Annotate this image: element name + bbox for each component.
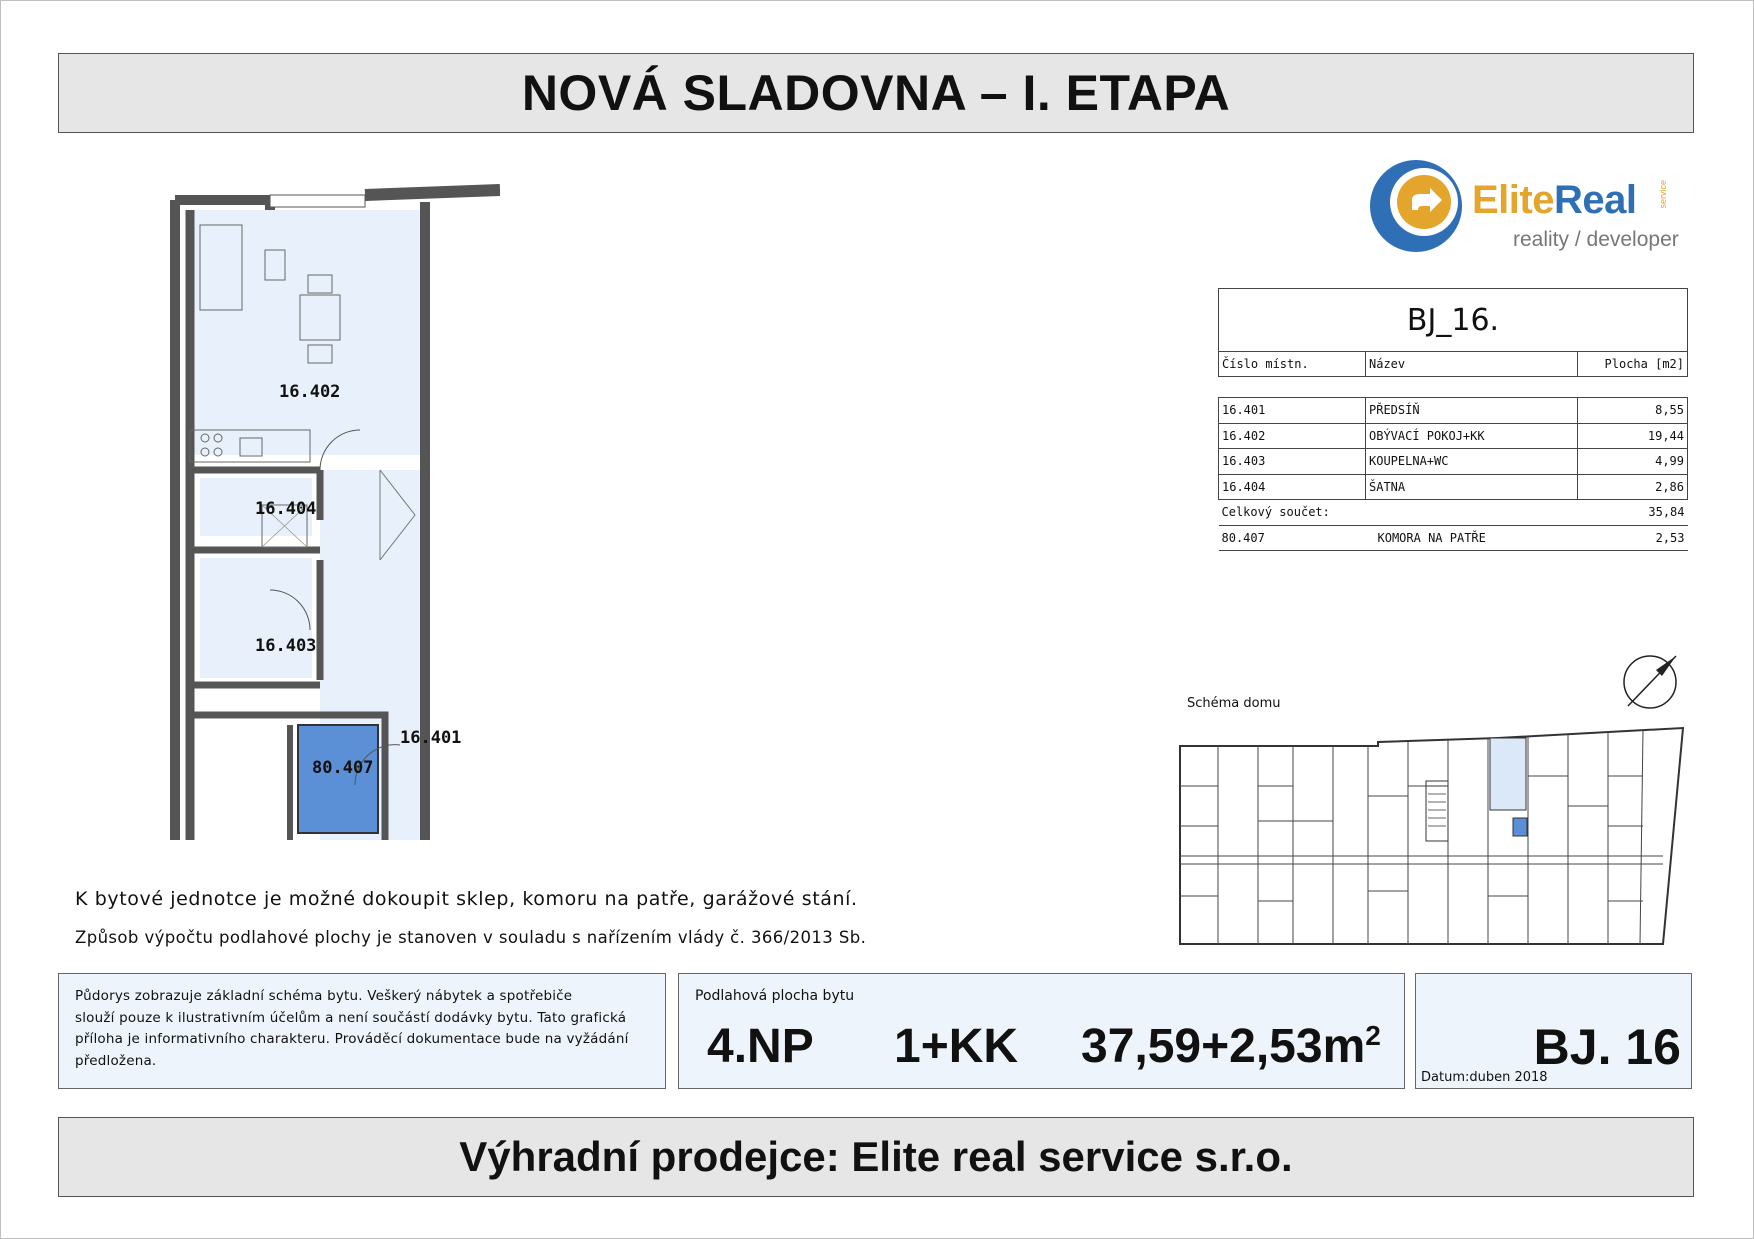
unit-area-value: 37,59+2,53m — [1081, 1020, 1366, 1073]
north-arrow-icon — [1620, 650, 1682, 712]
room-number: 16.404 — [1219, 474, 1366, 500]
schema-label: Schéma domu — [1187, 696, 1281, 711]
unit-area — [1081, 1019, 1381, 1074]
table-total-row — [1219, 500, 1688, 526]
logo-brand-real: Real — [1553, 178, 1637, 222]
elitereal-logo — [1368, 150, 1708, 270]
room-name: ŠATNA — [1366, 474, 1578, 500]
footer-seller: Výhradní prodejce: Elite real service s.r.o. — [58, 1117, 1694, 1197]
room-area: 8,55 — [1578, 398, 1688, 424]
table-row — [1219, 449, 1688, 475]
disclaimer-line: Půdorys zobrazuje základní schéma bytu. Veškerý nábytek a spotřebiče — [75, 988, 573, 1004]
col-header-name: Název — [1366, 352, 1578, 377]
table-row — [1219, 398, 1688, 424]
logo-brand — [1472, 178, 1636, 223]
extra-area: 2,53 — [1578, 525, 1688, 551]
building-schema — [1178, 726, 1686, 950]
room-name: KOUPELNA+WC — [1366, 449, 1578, 475]
room-label-16402: 16.402 — [279, 382, 341, 402]
floor-level: 4.NP — [707, 1020, 814, 1073]
unit-area-sup: 2 — [1365, 1020, 1381, 1051]
table-row — [1219, 423, 1688, 449]
col-header-number: Číslo místn. — [1219, 352, 1366, 377]
disclaimer-line: předložena. — [75, 1052, 157, 1069]
document-date: Datum:duben 2018 — [1421, 1070, 1548, 1085]
room-label-16401: 16.401 — [400, 728, 462, 748]
room-label-80407: 80.407 — [312, 758, 374, 778]
room-number: 16.401 — [1219, 398, 1366, 424]
room-area: 4,99 — [1578, 449, 1688, 475]
disclaimer-line: příloha je informativního charakteru. Prováděcí dokumentace bude na vyžádání — [75, 1031, 629, 1047]
unit-code-large: BJ. 16 — [1533, 1019, 1681, 1075]
unit-layout: 1+KK — [894, 1020, 1019, 1073]
room-name: PŘEDSÍŇ — [1366, 398, 1578, 424]
logo-tagline: reality / developer — [1513, 228, 1679, 251]
unit-code-box — [1415, 973, 1692, 1089]
table-extra-row — [1219, 525, 1688, 551]
disclaimer-box — [58, 973, 666, 1089]
room-name: OBÝVACÍ POKOJ+KK — [1366, 423, 1578, 449]
room-label-16404: 16.404 — [255, 499, 317, 519]
extra-number: 80.407 — [1219, 525, 1366, 551]
room-area: 19,44 — [1578, 423, 1688, 449]
floor-area-box — [678, 973, 1405, 1089]
room-table — [1218, 288, 1688, 551]
logo-brand-elite: Elite — [1472, 178, 1554, 222]
total-label: Celkový součet: — [1219, 500, 1578, 526]
room-area: 2,86 — [1578, 474, 1688, 500]
extra-name: KOMORA NA PATŘE — [1366, 525, 1578, 551]
disclaimer-line: slouží pouze k ilustrativním účelům a není součástí dodávky bytu. Tato grafická — [75, 1009, 627, 1026]
note-additional-purchase: K bytové jednotce je možné dokoupit sklep, komoru na patře, garážové stání. — [75, 888, 858, 910]
table-row — [1219, 474, 1688, 500]
room-number: 16.403 — [1219, 449, 1366, 475]
room-label-16403: 16.403 — [255, 636, 317, 656]
logo-service: service — [1658, 180, 1668, 209]
room-number: 16.402 — [1219, 423, 1366, 449]
table-header-row — [1219, 352, 1688, 377]
logo-emblem-icon — [1368, 150, 1464, 260]
floor-area-label: Podlahová plocha bytu — [695, 988, 855, 1004]
note-area-calculation: Způsob výpočtu podlahové plochy je stanoven v souladu s nařízením vlády č. 366/2013 Sb. — [75, 928, 867, 947]
col-header-area: Plocha [m2] — [1578, 352, 1688, 377]
total-value: 35,84 — [1578, 500, 1688, 526]
unit-code: BJ_16. — [1218, 288, 1688, 351]
page-title: NOVÁ SLADOVNA – I. ETAPA — [58, 53, 1694, 133]
